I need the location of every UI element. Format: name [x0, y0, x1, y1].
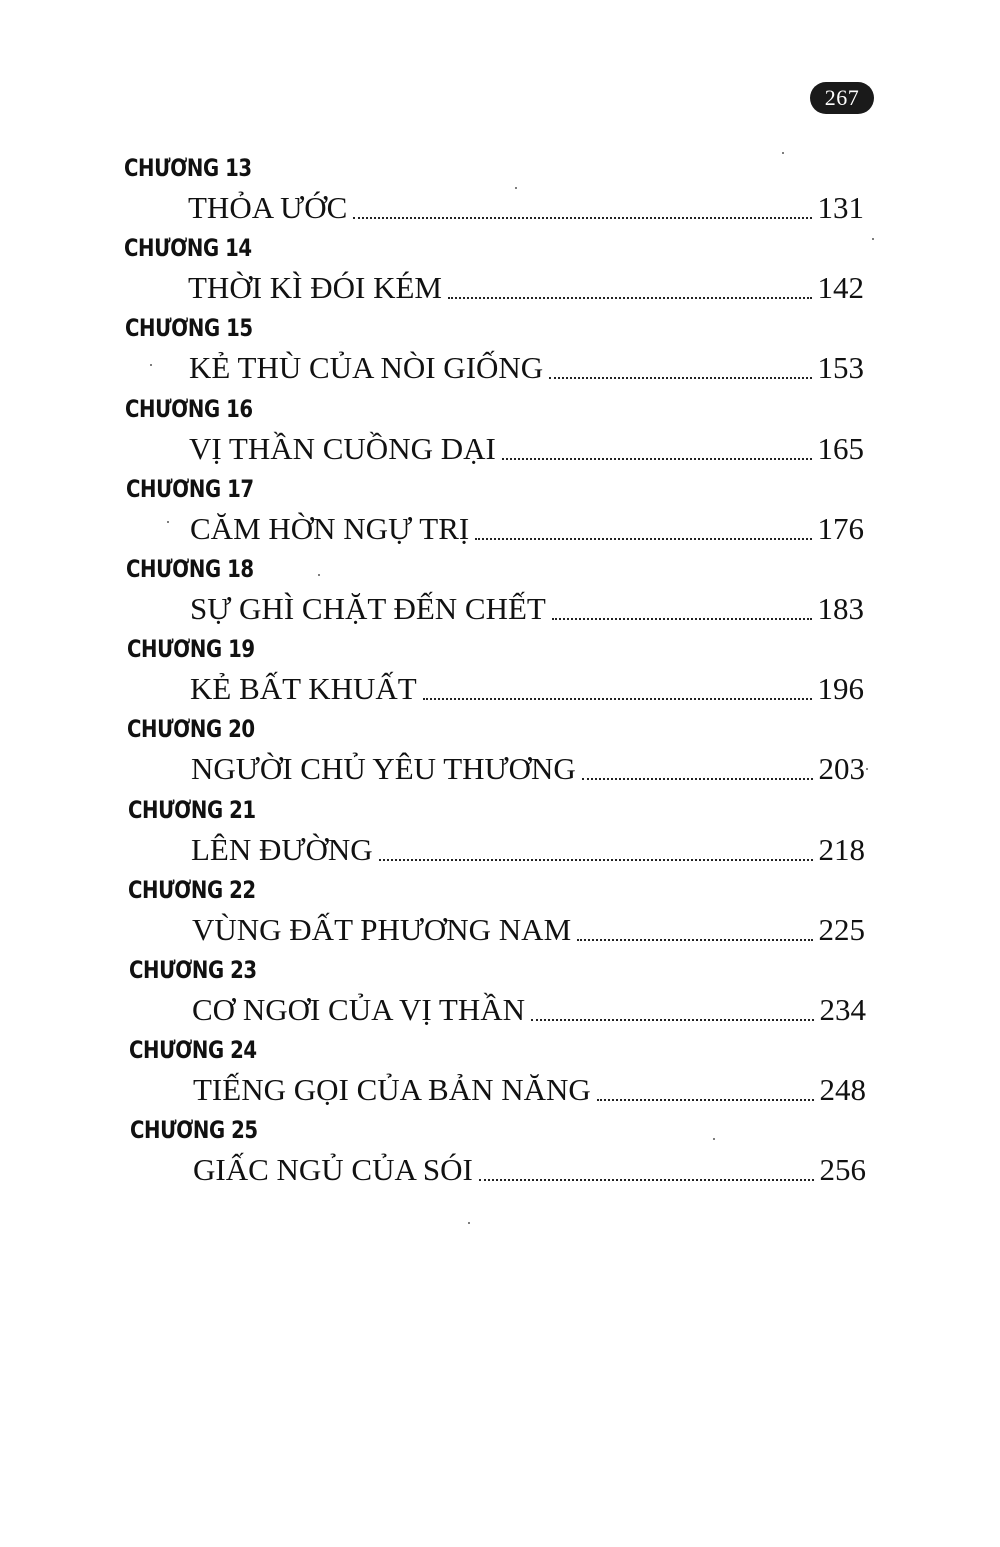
- scan-speck: [167, 521, 169, 523]
- toc-title-row[interactable]: [190, 509, 864, 549]
- chapter-page: 234: [819, 991, 866, 1027]
- chapter-page: 225: [818, 911, 865, 947]
- scan-speck: [872, 238, 874, 240]
- chapter-label: CHƯƠNG 18: [126, 554, 254, 583]
- toc-entry-13[interactable]: [0, 150, 1000, 230]
- scan-speck: [866, 768, 868, 770]
- chapter-page: 183: [817, 590, 864, 626]
- chapter-page: 176: [817, 510, 864, 546]
- toc-title-row[interactable]: [191, 749, 865, 789]
- toc-title-row[interactable]: [190, 589, 864, 629]
- chapter-title: VỊ THẦN CUỒNG DẠI: [189, 430, 496, 466]
- toc-title-row[interactable]: [192, 910, 865, 950]
- toc-title-row[interactable]: [188, 268, 864, 308]
- chapter-label: CHƯƠNG 16: [125, 394, 253, 423]
- toc-entry-15[interactable]: [0, 310, 1000, 390]
- toc-title-row[interactable]: [191, 830, 865, 870]
- toc-entry-18[interactable]: [0, 551, 1000, 631]
- chapter-page: 248: [819, 1072, 866, 1108]
- chapter-label: CHƯƠNG 25: [130, 1116, 258, 1145]
- dot-leader: [577, 939, 812, 941]
- toc-title-row[interactable]: [190, 669, 864, 709]
- chapter-title: SỰ GHÌ CHẶT ĐẾN CHẾT: [190, 590, 546, 626]
- toc-entry-16[interactable]: [0, 391, 1000, 471]
- chapter-page: 142: [817, 270, 864, 306]
- chapter-page: 131: [817, 190, 864, 225]
- toc-entry-17[interactable]: [0, 471, 1000, 551]
- chapter-title: TIẾNG GỌI CỦA BẢN NĂNG: [193, 1072, 591, 1108]
- chapter-title: KẺ BẤT KHUẤT: [190, 671, 417, 707]
- page-number: 267: [824, 85, 860, 110]
- toc-entry-24[interactable]: [0, 1032, 1000, 1112]
- dot-leader: [597, 1099, 814, 1101]
- dot-leader: [475, 538, 811, 540]
- chapter-title: THỎA ƯỚC: [188, 190, 348, 225]
- toc-title-row[interactable]: [188, 188, 864, 228]
- chapter-label: CHƯƠNG 19: [127, 635, 255, 664]
- dot-leader: [379, 859, 813, 861]
- dot-leader: [552, 618, 812, 620]
- chapter-label: CHƯƠNG 24: [129, 1036, 257, 1065]
- scan-speck: [782, 152, 784, 154]
- dot-leader: [502, 458, 812, 460]
- toc-title-row[interactable]: [192, 990, 866, 1030]
- scan-speck: [515, 187, 517, 189]
- chapter-page: 165: [817, 430, 864, 466]
- toc-entry-23[interactable]: [0, 952, 1000, 1032]
- toc-entry-19[interactable]: [0, 631, 1000, 711]
- chapter-page: 153: [817, 350, 864, 386]
- toc-entry-22[interactable]: [0, 872, 1000, 952]
- chapter-page: 203: [818, 751, 865, 787]
- scan-speck: [713, 1138, 715, 1140]
- dot-leader: [582, 778, 813, 780]
- chapter-label: CHƯƠNG 22: [128, 875, 256, 904]
- chapter-label: CHƯƠNG 23: [129, 955, 257, 984]
- dot-leader: [479, 1179, 814, 1181]
- chapter-label: CHƯƠNG 13: [124, 154, 252, 182]
- chapter-title: VÙNG ĐẤT PHƯƠNG NAM: [192, 911, 572, 947]
- toc-title-row[interactable]: [193, 1070, 866, 1110]
- chapter-label: CHƯƠNG 14: [124, 234, 252, 263]
- dot-leader: [448, 297, 812, 299]
- chapter-label: CHƯƠNG 20: [127, 715, 255, 744]
- table-of-contents: [0, 150, 1000, 1192]
- chapter-page: 196: [817, 671, 864, 707]
- dot-leader: [353, 217, 811, 219]
- toc-entry-20[interactable]: [0, 711, 1000, 791]
- toc-entry-21[interactable]: [0, 792, 1000, 872]
- scan-speck: [318, 574, 320, 576]
- chapter-title: GIẤC NGỦ CỦA SÓI: [193, 1152, 473, 1188]
- chapter-title: NGƯỜI CHỦ YÊU THƯƠNG: [191, 751, 576, 787]
- toc-entry-25[interactable]: [0, 1112, 1000, 1192]
- toc-entry-14[interactable]: [0, 230, 1000, 310]
- chapter-title: KẺ THÙ CỦA NÒI GIỐNG: [189, 350, 544, 386]
- chapter-page: 256: [819, 1152, 866, 1188]
- chapter-title: CĂM HỜN NGỰ TRỊ: [190, 510, 470, 546]
- toc-title-row[interactable]: [189, 429, 864, 469]
- chapter-title: THỜI KÌ ĐÓI KÉM: [188, 270, 442, 306]
- scan-speck: [150, 364, 152, 366]
- toc-title-row[interactable]: [193, 1150, 866, 1190]
- chapter-label: CHƯƠNG 21: [128, 795, 256, 824]
- chapter-page: 218: [818, 831, 865, 867]
- dot-leader: [549, 377, 811, 379]
- chapter-label: CHƯƠNG 15: [125, 314, 253, 343]
- chapter-label: CHƯƠNG 17: [126, 474, 254, 503]
- toc-title-row[interactable]: [189, 348, 864, 388]
- chapter-title: CƠ NGƠI CỦA VỊ THẦN: [192, 991, 525, 1027]
- chapter-title: LÊN ĐƯỜNG: [191, 831, 373, 867]
- dot-leader: [531, 1019, 814, 1021]
- dot-leader: [423, 698, 812, 700]
- scan-speck: [468, 1222, 470, 1224]
- page-number-badge: [810, 82, 874, 114]
